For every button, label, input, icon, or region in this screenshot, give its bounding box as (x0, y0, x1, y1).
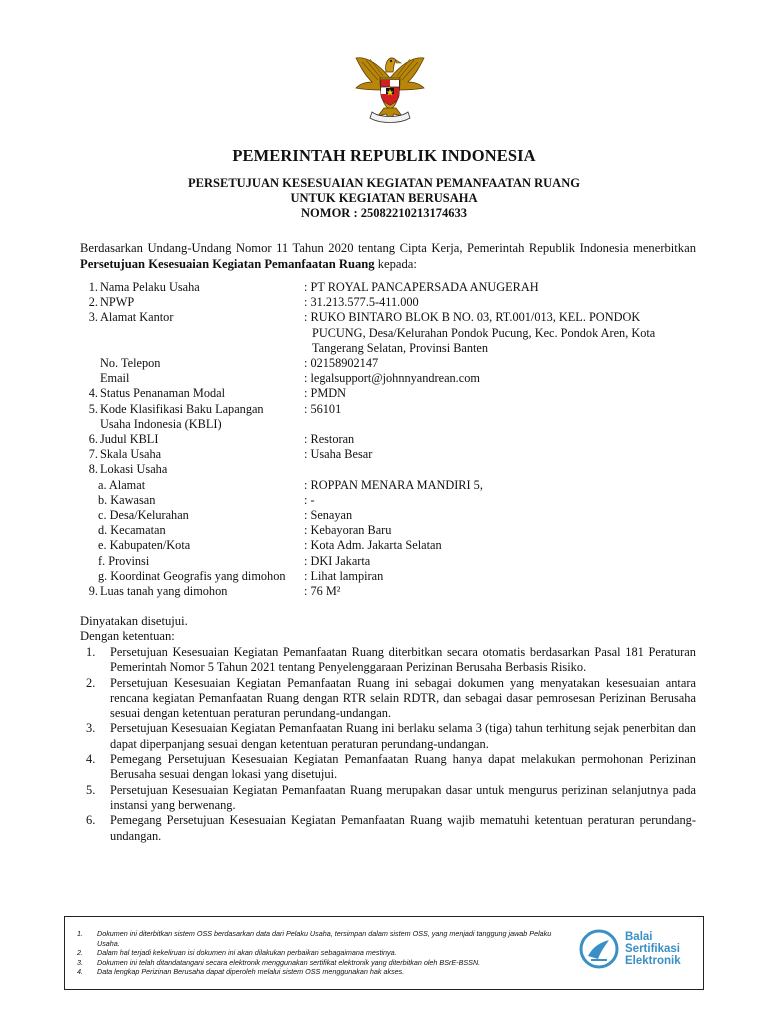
field-number: 2. (88, 295, 98, 310)
field-value: : Usaha Besar (304, 447, 373, 462)
approval-statement (80, 614, 188, 644)
footer-note (77, 929, 565, 948)
footer-note-number: 1. (77, 929, 83, 938)
field-value: : RUKO BINTARO BLOK B NO. 03, RT.001/013, KEL. PONDOK (304, 310, 641, 325)
bsre-logo-text (625, 931, 705, 967)
condition-number: 2. (86, 675, 96, 690)
footer-note (77, 958, 565, 968)
field-value: : - (304, 492, 315, 507)
condition-text: Persetujuan Kesesuaian Kegiatan Pemanfaatan Ruang diterbitkan secara otomatis berdasarkan Pasal 181 Peraturan Pemerintah Nomor 5 Tahun 2021 tentang Penyelenggaraan Perizinan Berusaha Berbasis Risiko. (110, 645, 696, 675)
condition-item (80, 721, 696, 752)
condition-item (80, 752, 696, 783)
field-row (80, 584, 700, 599)
footer-note-text: Data lengkap Perizinan Berusaha dapat diperoleh melalui sistem OSS menggunakan hak akses. (97, 967, 405, 977)
footer-notes (77, 929, 565, 977)
field-row (80, 508, 700, 523)
field-label: b. Kawasan (98, 492, 156, 507)
bsre-logo-line3: Elektronik (625, 955, 681, 967)
condition-number: 4. (86, 752, 96, 767)
intro-text-before: Berdasarkan Undang-Undang Nomor 11 Tahun 2020 tentang Cipta Kerja, Pemerintah Republik Indonesia menerbitkan (80, 241, 696, 255)
garuda-emblem-icon (350, 48, 430, 124)
condition-item (80, 676, 696, 722)
field-label: Email (100, 371, 130, 386)
field-value: : Lihat lampiran (304, 568, 384, 583)
condition-text: Pemegang Persetujuan Kesesuaian Kegiatan Pemanfaatan Ruang wajib mematuhi ketentuan peraturan perundang-undangan. (110, 813, 696, 843)
field-row (80, 310, 700, 325)
conditions-heading: Dengan ketentuan: (80, 629, 175, 643)
field-number: 7. (88, 447, 98, 462)
field-label: c. Desa/Kelurahan (98, 508, 189, 522)
field-number: 3. (88, 310, 98, 325)
field-number: 1. (88, 280, 98, 294)
field-value: : 56101 (304, 401, 342, 416)
footer-note-text: Dalam hal terjadi kekeliruan isi dokumen ini akan dilakukan perbaikan sebagaimana mestinya. (97, 948, 397, 958)
field-value: : DKI Jakarta (304, 553, 371, 568)
footer-note-number: 3. (77, 957, 83, 967)
condition-text: Persetujuan Kesesuaian Kegiatan Pemanfaatan Ruang ini berlaku selama 3 (tiga) tahun terhitung sejak penerbitan dan dapat diperpanjang sesuai dengan ketentuan peraturan perundang-undangan. (110, 721, 696, 751)
field-label: Lokasi Usaha (100, 462, 168, 477)
condition-text: Persetujuan Kesesuaian Kegiatan Pemanfaatan Ruang ini sebagai dokumen yang menyatakan kesesuaian antara rencana kegiatan Pemanfaatan Ruang dengan RTR selain RDTR, dan sebagai dasar pemrosesan Perizinan Berusaha sesuai dengan ketentuan peraturan perundang-undangan. (110, 675, 696, 721)
bsre-logo-icon (579, 929, 619, 969)
footer-note-number: 4. (77, 967, 83, 977)
field-value: : Kota Adm. Jakarta Selatan (304, 538, 442, 553)
field-row (80, 417, 700, 432)
condition-number: 3. (86, 721, 96, 736)
field-value: : Senayan (304, 508, 353, 522)
field-row (80, 371, 700, 386)
field-row (80, 280, 700, 295)
condition-number: 6. (86, 813, 96, 828)
field-row (80, 386, 700, 401)
field-row (80, 569, 700, 584)
intro-paragraph (80, 240, 696, 272)
field-label: Nama Pelaku Usaha (100, 280, 200, 294)
field-value: : Restoran (304, 432, 355, 446)
field-value: : 31.213.577.5-411.000 (304, 295, 419, 310)
footer-note (77, 948, 565, 958)
field-label: Usaha Indonesia (KBLI) (100, 416, 222, 431)
document-title-line2: UNTUK KEGIATAN BERUSAHA (290, 191, 478, 205)
condition-number: 1. (86, 645, 96, 659)
field-label: d. Kecamatan (98, 523, 166, 538)
field-row (80, 447, 700, 462)
field-number: 9. (88, 584, 98, 598)
condition-number: 5. (86, 782, 96, 797)
field-row (80, 341, 700, 356)
field-value: PUCUNG, Desa/Kelurahan Pondok Pucung, Kec. Pondok Aren, Kota (312, 325, 656, 340)
field-label: Judul KBLI (100, 432, 159, 446)
field-row (80, 478, 700, 493)
field-label: Alamat Kantor (100, 310, 174, 325)
footer-note-text: Dokumen ini diterbitkan sistem OSS berdasarkan data dari Pelaku Usaha, tersimpan dalam sistem OSS, yang menjadi tanggung jawab Pelaku Usaha. (97, 929, 552, 948)
bsre-logo-line1: Balai (625, 931, 653, 943)
field-row (80, 493, 700, 508)
field-row (80, 432, 700, 447)
field-row (80, 356, 700, 371)
document-title-block (0, 176, 768, 221)
field-row (80, 402, 700, 417)
condition-item (80, 645, 696, 676)
field-value: : 02158902147 (304, 356, 379, 370)
document-title-line1: PERSETUJUAN KESESUAIAN KEGIATAN PEMANFAATAN RUANG (188, 176, 580, 190)
field-value: : Kebayoran Baru (304, 523, 392, 538)
field-label: Luas tanah yang dimohon (100, 584, 228, 598)
condition-item (80, 813, 696, 844)
field-label: No. Telepon (100, 356, 161, 370)
field-value: : PMDN (304, 386, 347, 401)
field-label: NPWP (100, 295, 135, 310)
field-row (80, 295, 700, 310)
field-row (80, 538, 700, 553)
field-row (80, 462, 700, 477)
intro-text-after: kepada: (374, 257, 417, 271)
condition-text: Pemegang Persetujuan Kesesuaian Kegiatan Pemanfaatan Ruang hanya dapat melakukan permohonan Perizinan Berusaha sesuai dengan lokasi yang disetujui. (110, 752, 696, 782)
footer-notes-box (64, 916, 704, 990)
field-label: g. Koordinat Geografis yang dimohon (98, 568, 286, 583)
field-label: Status Penanaman Modal (100, 386, 225, 401)
field-row (80, 523, 700, 538)
bsre-logo-line2: Sertifikasi (625, 943, 680, 955)
field-value: : ROPPAN MENARA MANDIRI 5, (304, 477, 483, 492)
field-number: 5. (88, 401, 98, 416)
footer-note (77, 967, 565, 977)
field-row (80, 554, 700, 569)
field-row (80, 326, 700, 341)
field-value: : 76 M² (304, 584, 341, 598)
field-label: a. Alamat (98, 477, 146, 492)
field-label: f. Provinsi (98, 553, 150, 568)
field-number: 8. (88, 462, 98, 477)
footer-note-number: 2. (77, 948, 83, 958)
field-value: : legalsupport@johnnyandrean.com (304, 371, 480, 386)
field-number: 4. (88, 386, 98, 401)
conditions-list (80, 645, 696, 844)
footer-note-text: Dokumen ini telah ditandatangani secara elektronik menggunakan sertifikat elektronik yang diterbitkan oleh BSrE-BSSN. (97, 957, 481, 967)
field-label: e. Kabupaten/Kota (98, 538, 191, 553)
field-number: 6. (88, 432, 98, 446)
intro-text-bold: Persetujuan Kesesuaian Kegiatan Pemanfaatan Ruang (80, 257, 375, 271)
government-title: PEMERINTAH REPUBLIK INDONESIA (232, 146, 536, 165)
field-value: : PT ROYAL PANCAPERSADA ANUGERAH (304, 280, 539, 294)
condition-item (80, 783, 696, 814)
approval-line: Dinyatakan disetujui. (80, 614, 188, 628)
field-label: Kode Klasifikasi Baku Lapangan (100, 401, 264, 416)
condition-text: Persetujuan Kesesuaian Kegiatan Pemanfaatan Ruang merupakan dasar untuk mengurus perizinan selanjutnya pada instansi yang berwenang. (110, 782, 696, 812)
field-label: Skala Usaha (100, 447, 162, 462)
field-value: Tangerang Selatan, Provinsi Banten (312, 340, 489, 355)
document-number: NOMOR : 25082210213174633 (301, 206, 467, 220)
